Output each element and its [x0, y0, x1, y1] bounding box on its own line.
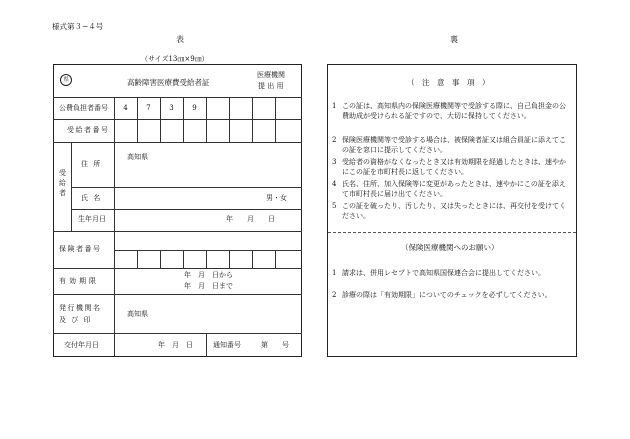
payer-digit: 7 [146, 104, 151, 112]
validity-label: 有効期限 [59, 277, 99, 285]
issuer-label-line1: 発行機関名 [59, 304, 102, 312]
size-note: （サイズ13㎝×9㎝） [141, 55, 209, 63]
request-heading: （保険医療機関へのお願い） [401, 243, 499, 252]
front-side-label: 表 [176, 35, 184, 44]
payer-digit: 9 [192, 104, 197, 112]
request-text: 請求は、併用レセプトで高知県国保連合会に提出してください。 [342, 269, 545, 277]
issue-date-value: 年 月 日 [158, 341, 193, 349]
recipient-number-label: 受給者番号 [67, 126, 110, 134]
form-number: 様式第３−４号 [52, 22, 104, 31]
payer-number-label: 公費負担者番号 [59, 104, 108, 112]
notice-number-label: 通知番号 [213, 341, 241, 349]
note-number: 3 [332, 158, 337, 166]
issuer-value: 高知県 [127, 310, 148, 318]
note-text: 氏名、住所、加入保険等に変更があったときは、速やかにこの証を添えて市町村長に届け出てください。 [342, 180, 566, 198]
address-label: 住 所 [81, 160, 102, 168]
validity-from: 年 月 日から [184, 271, 233, 279]
note-number: 2 [332, 136, 337, 144]
note-text: 受給者の資格がなくなったとき又は有効期限を経過したときは、速やかにこの証を市町村長に返してください。 [342, 158, 566, 176]
address-value: 高知県 [127, 153, 148, 161]
request-text: 診療の際は「有効期限」についてのチェックを必ずしてください。 [342, 291, 552, 299]
section-divider [328, 232, 576, 233]
submit-to-line2: 提 出 用 [258, 82, 284, 90]
birthdate-value: 年 月 日 [226, 215, 275, 223]
payer-digit: 4 [123, 104, 128, 112]
back-side-label: 裏 [450, 35, 458, 44]
note-text: この証は、高知県内の保険医療機関等で受診する際に、自己負担金の公費助成が受けられる証ですので、大切に保持してください。 [342, 102, 566, 120]
note-text: 保険医療機関等で受診する場合は、被保険者証又は組合員証に添えてこの証を窓口に提示してください。 [342, 136, 566, 154]
request-number: 2 [332, 291, 337, 299]
payer-digit: 3 [169, 104, 174, 112]
notes-heading: （ 注 意 事 項 ） [407, 78, 490, 87]
gender-value: 男・女 [266, 194, 287, 202]
note-number: 1 [332, 102, 337, 110]
request-number: 1 [332, 269, 337, 277]
notice-number-value: 第 号 [261, 341, 289, 349]
note-number: 4 [332, 180, 337, 188]
certificate-title: 高齢障害医療費受給者証 [127, 78, 210, 87]
note-text: この証を破ったり、汚したり、又は失ったときには、再交付を受けてください。 [342, 202, 566, 220]
recipient-section-label: 受給者 [59, 169, 66, 197]
validity-to: 年 月 日まで [184, 282, 233, 290]
note-number: 5 [332, 202, 337, 210]
name-label: 氏 名 [81, 194, 102, 202]
issuer-label-line2: 及 び 印 [59, 316, 92, 324]
insurer-number-label: 保険者番号 [59, 245, 102, 253]
submit-to-line1: 医療機関 [257, 71, 285, 79]
birthdate-label: 生年月日 [78, 215, 106, 223]
prefecture-seal-icon: 県 [60, 74, 72, 86]
issue-date-label: 交付年月日 [64, 341, 99, 349]
